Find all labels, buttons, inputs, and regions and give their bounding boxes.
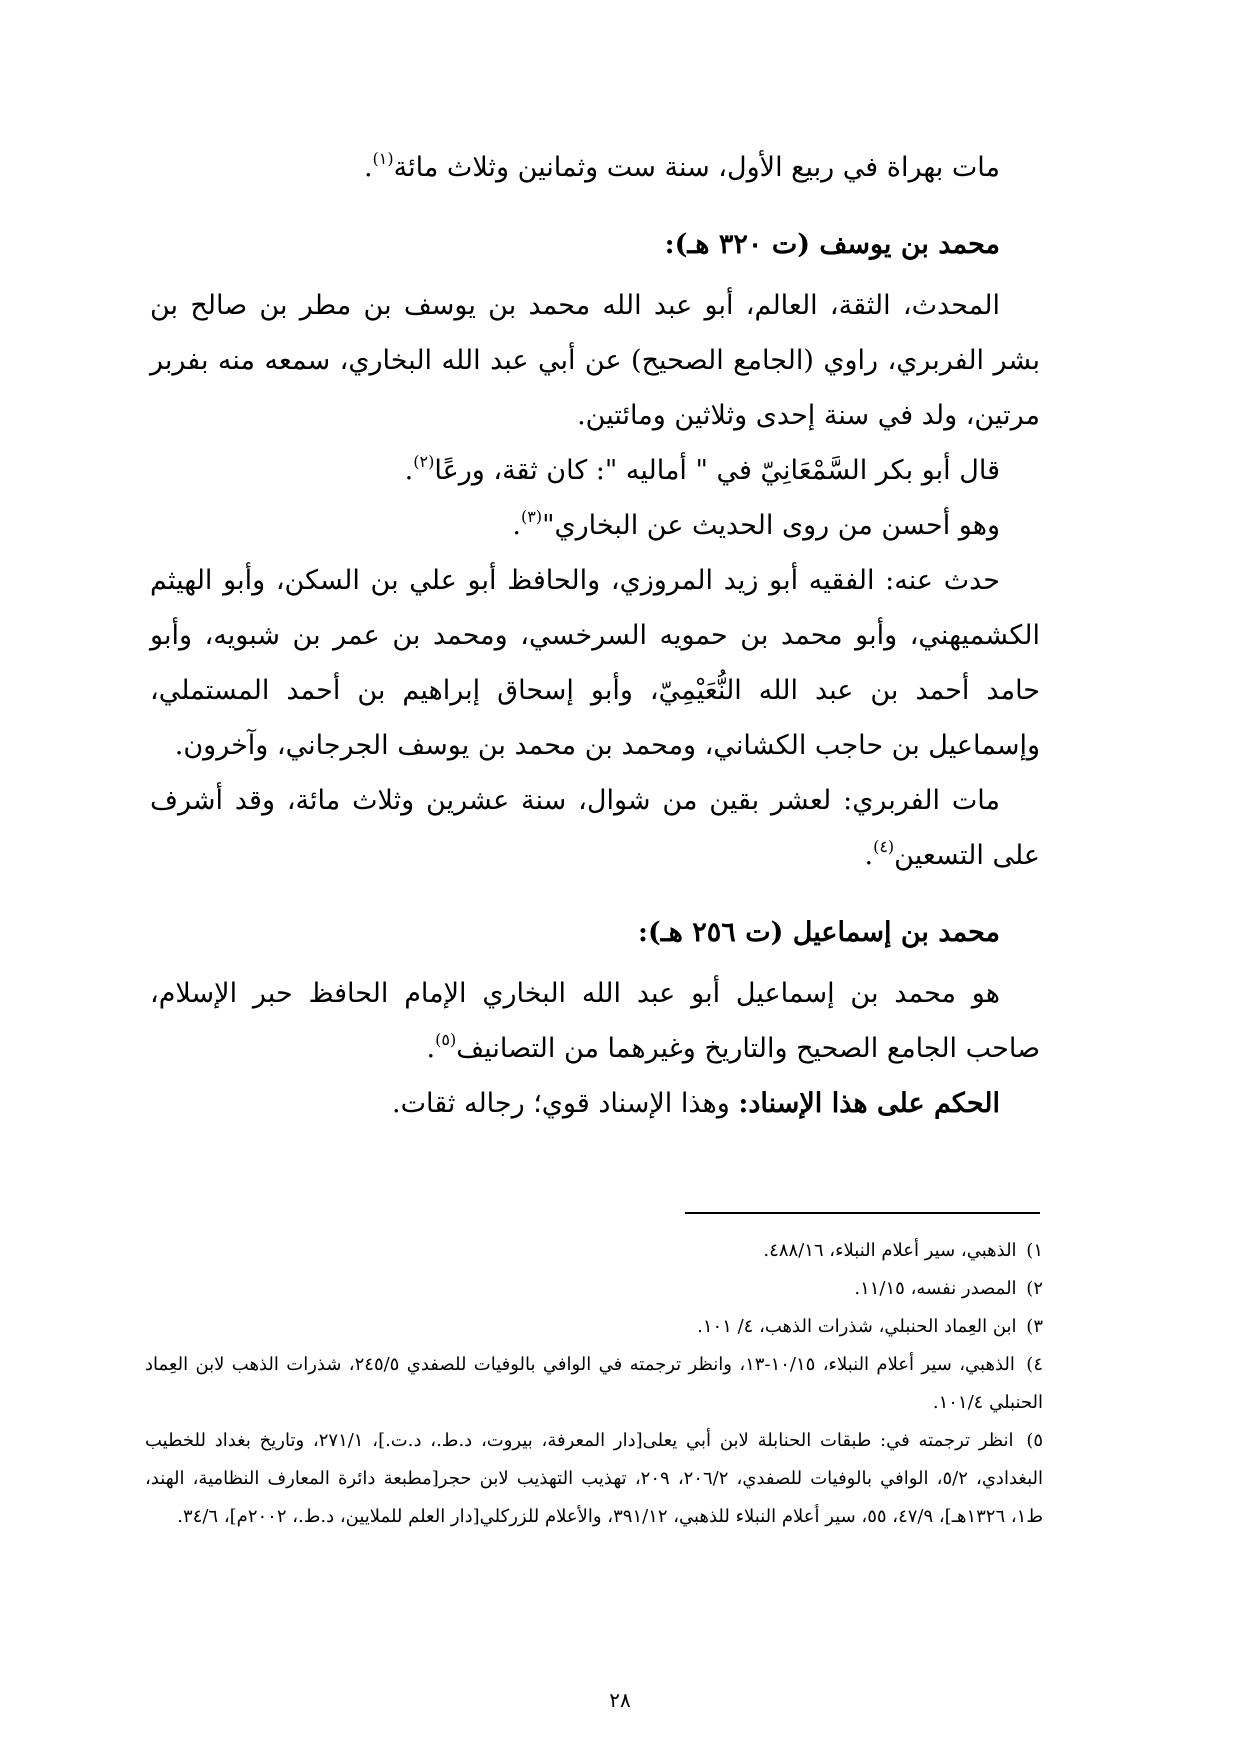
footnote-text: الذهبي، سير أعلام النبلاء، ٤٨٨/١٦. bbox=[763, 1240, 1017, 1261]
footnote-ref-2[interactable]: (٢) bbox=[413, 452, 435, 471]
paragraph-samani-quote: قال أبو بكر السَّمْعَانِيّ في " أماليه ": كان ثقة، ورعًا$^{(٢)}$. bbox=[404, 452, 1000, 486]
paragraph-text: مات الفربري: لعشر بقين من شوال، سنة عشرين وثلاث مائة، وقد أشرف على التسعين bbox=[150, 785, 1040, 871]
footnote-ref-3[interactable]: (٣) bbox=[520, 507, 543, 526]
footnote-number: ٣) bbox=[1026, 1316, 1043, 1337]
paragraph-best-narrator: وهو أحسن من روى الحديث عن البخاري"$^{(٣)}$. bbox=[512, 507, 1000, 541]
footnote-text: المصدر نفسه، ١١/١٥. bbox=[854, 1278, 1017, 1299]
footnote-number: ١) bbox=[1026, 1240, 1043, 1261]
footnote-5 bbox=[145, 1422, 1043, 1536]
paragraph-text: مات بهراة في ربيع الأول، سنة ست وثمانين وثلاث مائة bbox=[393, 152, 1000, 183]
verdict-text: وهذا الإسناد قوي؛ رجاله ثقات. bbox=[391, 1088, 739, 1119]
paragraph-text: هو محمد بن إسماعيل أبو عبد الله البخاري الإمام الحافظ حبر الإسلام، صاحب الجامع الصحيح والتاريخ وغيرهما من التصانيف bbox=[150, 978, 1040, 1064]
section-heading-muhammad-bin-ismail: محمد بن إسماعيل (ت ٢٥٦ هـ): bbox=[637, 917, 1000, 948]
paragraph-bukhari: هو محمد بن إسماعيل أبو عبد الله البخاري الإمام الحافظ حبر الإسلام، صاحب الجامع الصحيح والتاريخ وغيرهما من التصانيف$^{(٥)}$. bbox=[150, 978, 1040, 1064]
page-number: ٢٨ bbox=[609, 1688, 631, 1712]
footnote-number: ٤) bbox=[1026, 1354, 1043, 1375]
footnote-ref-4[interactable]: (٤) bbox=[873, 837, 895, 856]
paragraph-students: حدث عنه: الفقيه أبو زيد المروزي، والحافظ أبو علي بن السكن، وأبو الهيثم الكشميهني، وأبو محمد بن حمويه السرخسي، ومحمد بن عمر بن شبويه، وأبو حامد أحمد بن عبد الله النُّعَيْمِيّ، وأبو إسحاق إبراهيم بن أحمد المستملي، وإسماعيل بن حاجب الكشاني، ومحمد بن محمد بن يوسف الجرجاني، وآخرون. bbox=[150, 565, 1040, 761]
footnote-text: ابن العِماد الحنبلي، شذرات الذهب، ٤/ ١٠١. bbox=[697, 1316, 1017, 1337]
main-text bbox=[150, 140, 1040, 1131]
footnote-ref-1[interactable]: (١) bbox=[372, 149, 394, 168]
footnote-number: ٢) bbox=[1026, 1278, 1043, 1299]
footnote-number: ٥) bbox=[1026, 1430, 1044, 1451]
paragraph-isnad-verdict bbox=[150, 1076, 1040, 1131]
section-heading-muhammad-bin-yusuf: محمد بن يوسف (ت ٣٢٠ هـ): bbox=[664, 229, 1000, 260]
paragraph-biography-firabri: المحدث، الثقة، العالم، أبو عبد الله محمد بن يوسف بن مطر بن صالح بن بشر الفربري، راوي (الجامع الصحيح) عن أبي عبد الله البخاري، سمعه منه بفربر مرتين، ولد في سنة إحدى وثلاثين ومائتين. bbox=[150, 290, 1040, 431]
footnote-ref-5[interactable]: (٥) bbox=[435, 1030, 457, 1049]
verdict-label: الحكم على هذا الإسناد: bbox=[738, 1088, 1000, 1119]
footnote-text: انظر ترجمته في: طبقات الحنابلة لابن أبي يعلى[دار المعرفة، بيروت، د.ط.، د.ت.]، ٢٧١/١، وتاريخ بغداد للخطيب البغدادي، ٥/٢، الوافي بالوفيات للصفدي، ٢٠٦/٢، ٢٠٩، تهذيب التهذيب لابن حجر[مطبعة دائرة المعارف النظامية، الهند، ط١، ١٣٢٦هـ]، ٤٧/٩، ٥٥، سير أعلام النبلاء للذهبي، ٣٩١/١٢، والأعلام للزركلي[دار العلم للملايين، د.ط.، ٢٠٠٢م]، ٣٤/٦. bbox=[145, 1430, 1043, 1527]
footnote-separator bbox=[685, 1212, 1040, 1214]
footnote-text: الذهبي، سير أعلام النبلاء، ١٠/١٥-١٣، وانظر ترجمته في الوافي بالوفيات للصفدي ٢٤٥/٥، شذرات الذهب لابن العِماد الحنبلي ١٠١/٤. bbox=[145, 1354, 1043, 1413]
footnote-1 bbox=[145, 1232, 1043, 1270]
footnote-4 bbox=[145, 1346, 1043, 1422]
paragraph-death-firabri: مات الفربري: لعشر بقين من شوال، سنة عشرين وثلاث مائة، وقد أشرف على التسعين$^{(٤)}$. bbox=[150, 785, 1040, 871]
paragraph-death-herat: مات بهراة في ربيع الأول، سنة ست وثمانين وثلاث مائة$^{(١)}$. bbox=[363, 149, 1000, 183]
paragraph-text: قال أبو بكر السَّمْعَانِيّ في " أماليه ": كان ثقة، ورعًا bbox=[434, 455, 1000, 486]
paragraph-text: وهو أحسن من روى الحديث عن البخاري" bbox=[542, 510, 1000, 541]
footnote-2 bbox=[145, 1270, 1043, 1308]
footnote-3 bbox=[145, 1308, 1043, 1346]
footnotes bbox=[145, 1232, 1043, 1536]
